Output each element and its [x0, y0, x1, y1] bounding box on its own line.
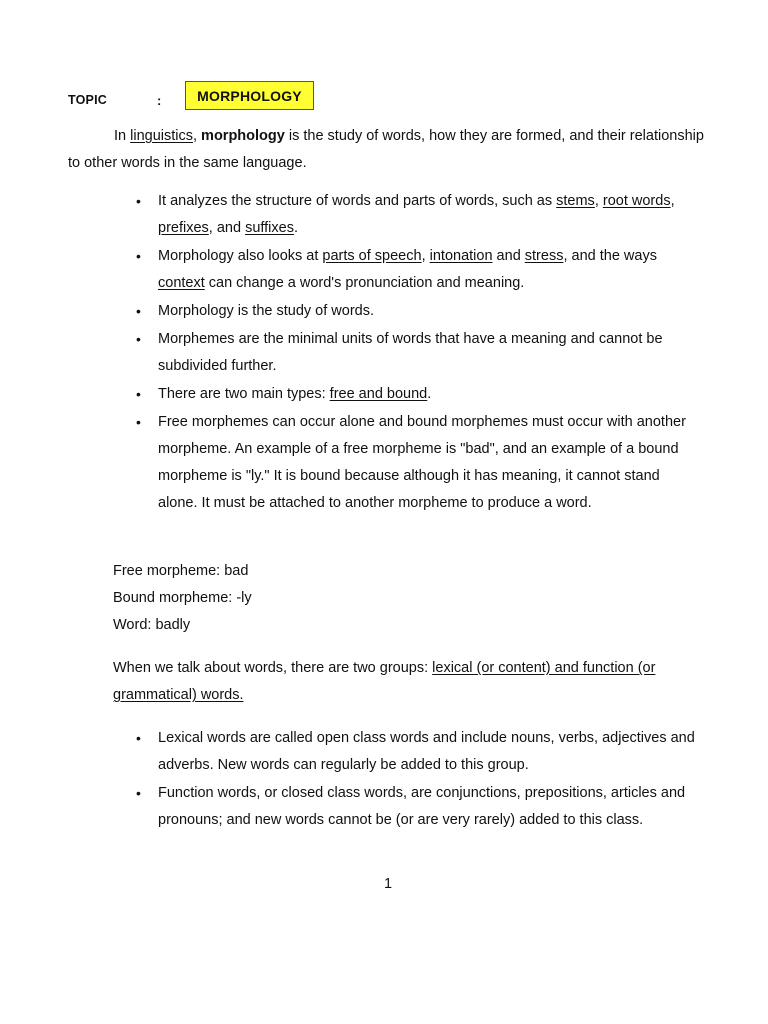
- list-item-text: It analyzes the structure of words and parts of words, such as: [158, 193, 557, 209]
- list-item-text: Morphology is the study of words.: [158, 303, 374, 319]
- page-number: 1: [383, 876, 393, 892]
- list-item-text: Morphemes are the minimal units of words that have a meaning and cannot be subdivided further.: [158, 331, 663, 374]
- example-bound-morpheme: Bound morpheme: -ly: [113, 590, 252, 606]
- word-groups-bullet-list: [136, 725, 703, 835]
- list-item-text: There are two main types:: [158, 386, 330, 402]
- list-item-text: ,: [594, 193, 603, 209]
- bullet-icon: •: [136, 193, 141, 209]
- bullet-icon: •: [136, 331, 141, 347]
- list-item-text: and: [492, 248, 525, 264]
- morpheme-examples: [113, 558, 513, 639]
- link-context[interactable]: context: [158, 275, 205, 291]
- list-item-text: ,: [670, 193, 675, 209]
- topic-colon: :: [157, 93, 162, 108]
- list-item: [136, 409, 703, 517]
- link-suffixes[interactable]: suffixes: [245, 220, 294, 236]
- intro-text-3: is the study of words, how they are formed, and their relationship to other words in the same language.: [68, 128, 704, 171]
- link-stems[interactable]: stems: [556, 193, 595, 209]
- link-linguistics[interactable]: linguistics: [130, 128, 193, 144]
- link-intonation[interactable]: intonation: [429, 248, 493, 264]
- bold-morphology: morphology: [201, 128, 285, 144]
- link-root-words[interactable]: root words: [602, 193, 671, 209]
- list-item-text: .: [427, 386, 432, 402]
- link-free-and-bound[interactable]: free and bound: [329, 386, 428, 402]
- link-prefixes[interactable]: prefixes: [158, 220, 209, 236]
- list-item-text: Lexical words are called open class words and include nouns, verbs, adjectives and adverbs. New words can regularly be added to this group.: [158, 730, 695, 773]
- topic-label: TOPIC: [68, 93, 107, 107]
- word-groups-paragraph: [113, 655, 713, 709]
- intro-paragraph: [68, 123, 708, 177]
- list-item-text: , and: [208, 220, 246, 236]
- list-item-text: , and the ways: [563, 248, 657, 264]
- bullet-icon: •: [136, 303, 141, 319]
- list-item-text: Free morphemes can occur alone and bound morphemes must occur with another morpheme. An example of a free morpheme is "bad", and an example of a bound morpheme is "ly." It is bound because although it has meaning, it cannot stand alone. It must be attached to another morpheme to produce a word.: [158, 414, 686, 511]
- link-stress[interactable]: stress: [524, 248, 564, 264]
- example-word: Word: badly: [113, 617, 191, 633]
- list-item-text: can change a word's pronunciation and meaning.: [204, 275, 525, 291]
- link-parts-of-speech[interactable]: parts of speech: [322, 248, 422, 264]
- link-word-groups[interactable]: lexical (or content) and function (or grammatical) words.: [113, 660, 656, 703]
- example-free-morpheme: Free morpheme: bad: [113, 563, 249, 579]
- list-item-text: Function words, or closed class words, are conjunctions, prepositions, articles and pronouns; and new words cannot be (or are very rarely) added to this class.: [158, 785, 686, 828]
- intro-text-1: In: [114, 128, 131, 144]
- list-item: [136, 381, 703, 408]
- morphology-bullet-list: [136, 188, 703, 518]
- list-item: [136, 243, 703, 297]
- bullet-icon: •: [136, 785, 141, 801]
- list-item: [136, 326, 703, 380]
- bullet-icon: •: [136, 730, 141, 746]
- list-item: [136, 298, 703, 325]
- topic-title-box: MORPHOLOGY: [185, 81, 314, 110]
- list-item: [136, 188, 703, 242]
- list-item-text: .: [293, 220, 298, 236]
- list-item-text: ,: [421, 248, 430, 264]
- bullet-icon: •: [136, 386, 141, 402]
- list-item: [136, 725, 703, 779]
- list-item-text: Morphology also looks at: [158, 248, 323, 264]
- groups-text: When we talk about words, there are two groups:: [113, 660, 433, 676]
- bullet-icon: •: [136, 248, 141, 264]
- list-item: [136, 780, 703, 834]
- intro-text-2: ,: [192, 128, 202, 144]
- bullet-icon: •: [136, 414, 141, 430]
